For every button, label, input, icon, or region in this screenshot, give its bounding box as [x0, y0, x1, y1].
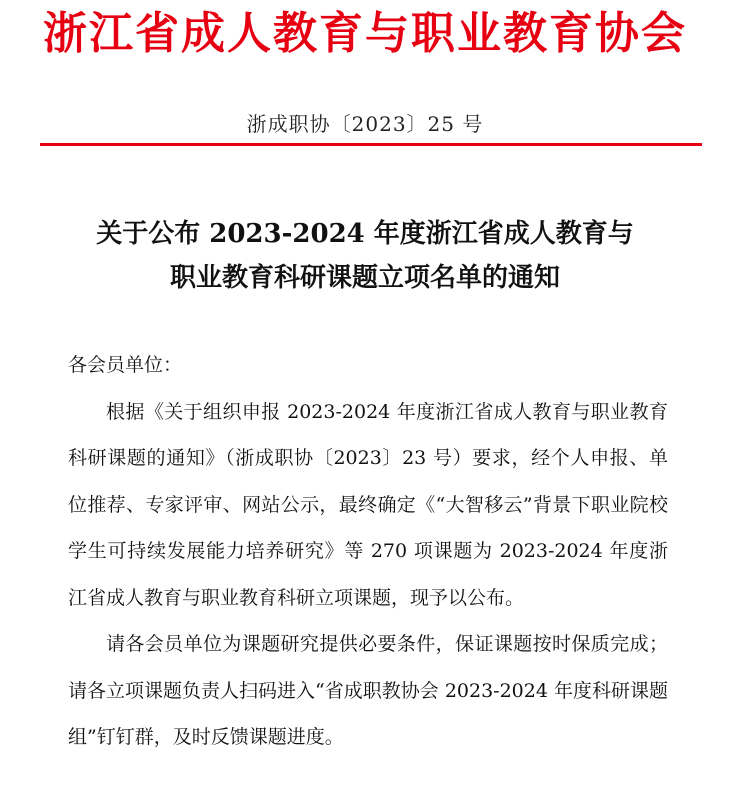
org-header: 浙江省成人教育与职业教育协会: [43, 8, 687, 59]
title-line-2: 职业教育科研课题立项名单的通知: [169, 263, 560, 293]
title-line-1: 关于公布 2023-2024 年度浙江省成人教育与: [96, 219, 634, 249]
paragraph-2: 请各会员单位为课题研究提供必要条件，保证课题按时保质完成；请各立项课题负责人扫码进入“省成职教协会 2023-2024 年度科研课题组”钉钉群，及时反馈课题进度。: [68, 633, 668, 748]
salutation: 各会员单位：: [68, 354, 183, 376]
paragraph-1: 根据《关于组织申报 2023-2024 年度浙江省成人教育与职业教育科研课题的通知》（浙成职协〔2023〕23 号）要求，经个人申报、单位推荐、专家评审、网站公示，最终确定《“大智移云”背景下职业院校学生可持续发展能力培养研究》等 270 项课题为 2023-2024 年度浙江省成人教育与职业教育科研立项课题，现予以公布。: [68, 400, 668, 609]
red-divider: [40, 143, 702, 146]
document-title: [0, 212, 730, 300]
document-body: [68, 342, 668, 761]
document-number: 浙成职协〔2023〕25 号: [246, 112, 484, 136]
